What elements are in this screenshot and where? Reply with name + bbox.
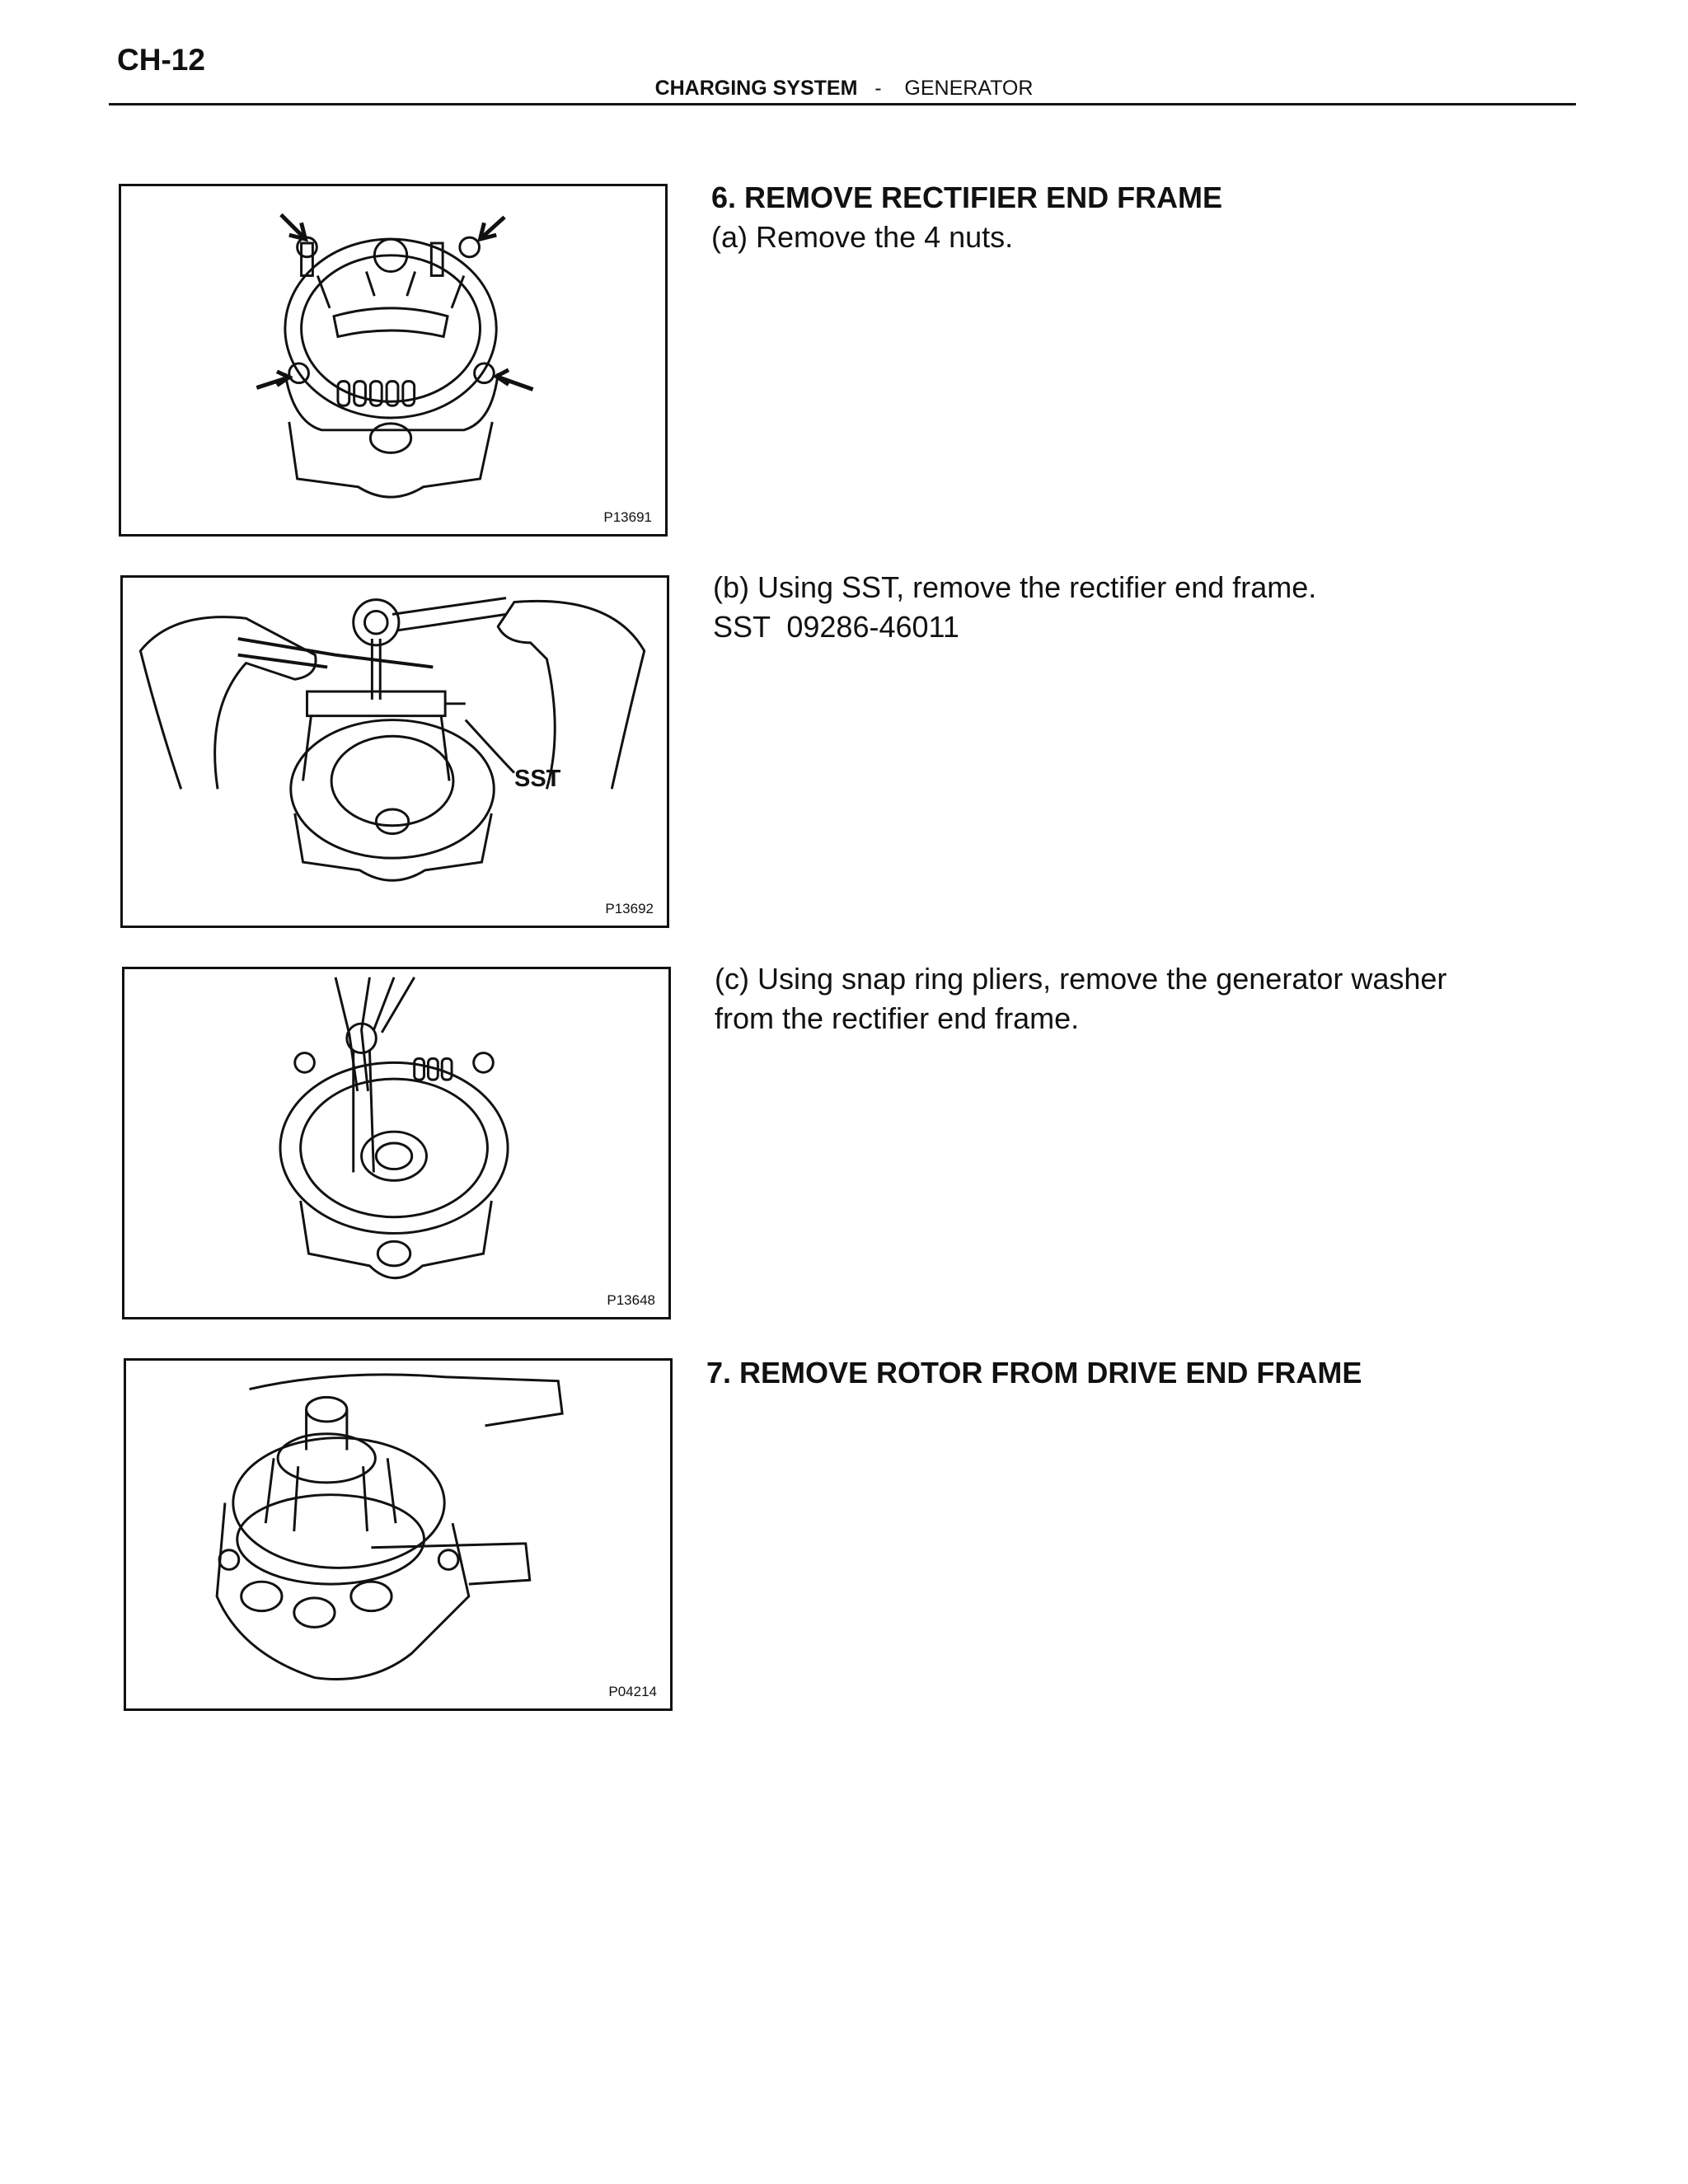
figure-sst-remove-frame [120,575,669,928]
header-section: CHARGING SYSTEM [654,77,858,100]
step-6c-text-line1: (c) Using snap ring pliers, remove the generator washer [715,962,1447,996]
sst-puller-illustration [123,578,667,926]
rotor-removal-illustration [126,1361,670,1708]
header-subsection: GENERATOR [904,77,1034,100]
step-7-heading: 7. REMOVE ROTOR FROM DRIVE END FRAME [706,1356,1362,1390]
page-number: CH-12 [117,43,205,77]
figure-code: P13648 [607,1292,655,1308]
snap-ring-pliers-illustration [124,969,668,1317]
figure-code: P13692 [605,901,654,916]
step-6a-text: (a) Remove the 4 nuts. [711,220,1014,254]
figure-snap-ring-pliers [122,967,671,1319]
header-title [0,77,1688,101]
header-separator: - [874,77,882,100]
sst-label: SST [514,766,561,792]
step-6b-sst-number: SST 09286-46011 [713,610,959,644]
alternator-rear-illustration [121,186,665,534]
step-6c-text-line2: from the rectifier end frame. [715,1001,1080,1035]
step-6-heading: 6. REMOVE RECTIFIER END FRAME [711,180,1223,214]
figure-code: P04214 [608,1684,657,1699]
figure-remove-rotor [124,1358,673,1711]
figure-code: P13691 [603,509,652,525]
figure-remove-nuts [119,184,668,537]
step-6b-text: (b) Using SST, remove the rectifier end frame. [713,570,1317,604]
header-rule [109,103,1576,105]
